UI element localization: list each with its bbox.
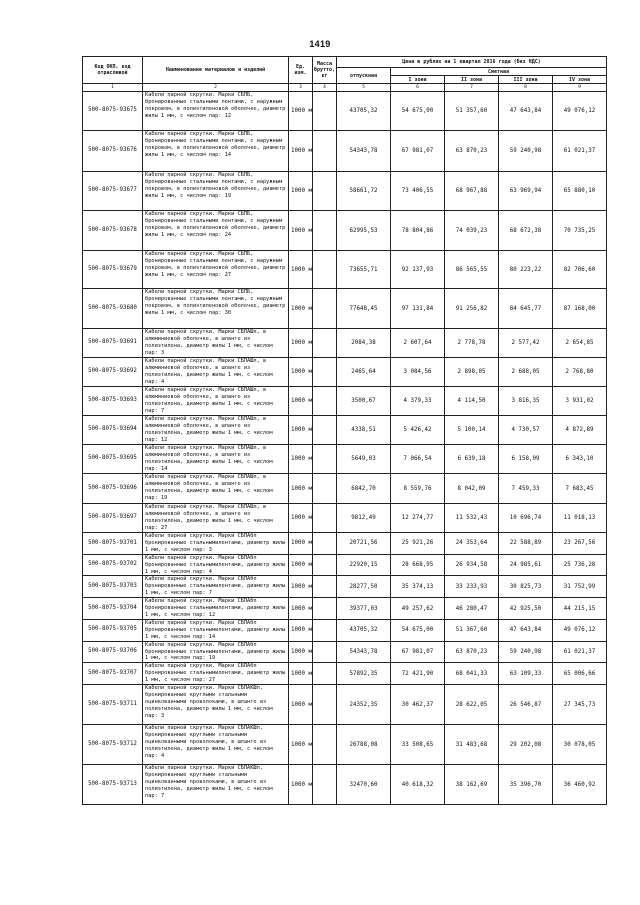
row-mass — [313, 289, 337, 329]
row-unit: 1000 м — [289, 554, 313, 576]
row-code: 500-8075-93712 — [83, 725, 143, 765]
row-release-price: 9812,49 — [337, 504, 391, 533]
row-name: Кабели парной скрутки. Марки СБПАКШп, бронированные круглыми стальными оцинкованными проволоками, в шланге из полиэтилена, диаметр жилы 1 мм, с числом пар: 4 — [143, 725, 289, 765]
row-zone-1-price: 35 374,13 — [391, 576, 445, 598]
row-release-price: 2084,38 — [337, 329, 391, 358]
row-release-price: 6842,70 — [337, 474, 391, 504]
col-number: 1 — [83, 84, 143, 92]
row-zone-3-price: 84 645,77 — [499, 289, 553, 329]
row-zone-4-price: 7 683,45 — [553, 474, 607, 504]
row-mass — [313, 358, 337, 387]
row-zone-4-price: 82 706,60 — [553, 251, 607, 289]
row-unit: 1000 м — [289, 765, 313, 805]
table-row — [83, 445, 607, 474]
row-zone-2-price: 11 532,43 — [445, 504, 499, 533]
row-zone-4-price: 27 345,73 — [553, 685, 607, 725]
row-release-price: 28277,50 — [337, 576, 391, 598]
row-unit: 1000 м — [289, 533, 313, 555]
row-zone-4-price: 2 654,85 — [553, 329, 607, 358]
row-unit: 1000 м — [289, 289, 313, 329]
row-zone-1-price: 8 559,76 — [391, 474, 445, 504]
row-zone-2-price: 51 367,60 — [445, 619, 499, 641]
table-row — [83, 641, 607, 663]
row-code: 500-8075-93701 — [83, 533, 143, 555]
header-prices-title: Цена в рублях на 1 квартал 2016 года (без НДС) — [337, 57, 607, 68]
col-number: 5 — [337, 84, 391, 92]
row-zone-2-price: 33 233,93 — [445, 576, 499, 598]
row-name: Кабели парной скрутки. Марки СБПБ, бронированные стальными лентами, с наружным покровом, в полиэтиленовой оболочке, диаметр жилы 1 мм, с числом пар: 30 — [143, 289, 289, 329]
row-mass — [313, 172, 337, 211]
row-mass — [313, 598, 337, 620]
row-mass — [313, 663, 337, 685]
table-row — [83, 576, 607, 598]
row-code: 500-8075-93713 — [83, 765, 143, 805]
row-zone-1-price: 49 257,62 — [391, 598, 445, 620]
row-zone-3-price: 2 688,05 — [499, 358, 553, 387]
row-zone-4-price: 61 021,37 — [553, 131, 607, 172]
row-unit: 1000 м — [289, 92, 313, 131]
row-name: Кабели парной скрутки. Марки СБПБ, бронированные стальными лентами, с наружным покровом, в полиэтиленовой оболочке, диаметр жилы 1 мм, с числом пар: 19 — [143, 172, 289, 211]
row-zone-3-price: 24 985,61 — [499, 554, 553, 576]
row-code: 500-8075-93678 — [83, 211, 143, 251]
row-zone-1-price: 54 675,00 — [391, 619, 445, 641]
table-row — [83, 329, 607, 358]
col-number: 8 — [499, 84, 553, 92]
table-body — [83, 92, 607, 805]
row-zone-4-price: 87 168,00 — [553, 289, 607, 329]
row-mass — [313, 329, 337, 358]
row-code: 500-8075-93676 — [83, 131, 143, 172]
row-name: Кабели парной скрутки. Марки СБПАШп, в алюминиевой оболочке, в шланге из полиэтилена, диаметр жилы 1 мм, с числом пар: 4 — [143, 358, 289, 387]
row-code: 500-8075-93680 — [83, 289, 143, 329]
header-code: Код ОКП, код отраслевой — [83, 57, 143, 84]
row-name: Кабели парной скрутки. Марки СБПБ, бронированные стальными лентами, с наружным покровом, в полиэтиленовой оболочке, диаметр жилы 1 мм, с числом пар: 14 — [143, 131, 289, 172]
row-release-price: 43705,32 — [337, 619, 391, 641]
row-mass — [313, 387, 337, 416]
table-row — [83, 289, 607, 329]
row-code: 500-8075-93707 — [83, 663, 143, 685]
table-row — [83, 474, 607, 504]
row-unit: 1000 м — [289, 329, 313, 358]
header-zone-3: III зона — [499, 76, 553, 84]
row-release-price: 77648,45 — [337, 289, 391, 329]
row-zone-2-price: 68 967,88 — [445, 172, 499, 211]
row-unit: 1000 м — [289, 598, 313, 620]
row-zone-1-price: 67 981,07 — [391, 641, 445, 663]
col-number: 4 — [313, 84, 337, 92]
page-number: 1419 — [309, 39, 331, 49]
row-name: Кабели парной скрутки. Марки СБПАбп бронированные стальнымилентами, диаметр жилы 1 мм, с числом пар: 3 — [143, 533, 289, 555]
row-mass — [313, 416, 337, 445]
row-code: 500-8075-93702 — [83, 554, 143, 576]
table-row — [83, 765, 607, 805]
row-zone-1-price: 28 668,95 — [391, 554, 445, 576]
row-mass — [313, 554, 337, 576]
row-zone-4-price: 2 768,80 — [553, 358, 607, 387]
row-mass — [313, 765, 337, 805]
row-mass — [313, 92, 337, 131]
row-name: Кабели парной скрутки. Марки СБПАШп, в алюминиевой оболочке, в шланге из полиэтилена, диаметр жилы 1 мм, с числом пар: 14 — [143, 445, 289, 474]
row-unit: 1000 м — [289, 474, 313, 504]
row-unit: 1000 м — [289, 387, 313, 416]
row-zone-2-price: 91 256,82 — [445, 289, 499, 329]
row-zone-3-price: 42 925,50 — [499, 598, 553, 620]
row-name: Кабели парной скрутки. Марки СБПАКШп, бронированные круглыми стальными оцинкованными проволоками, в шланге из полиэтилена, диаметр жилы 1 мм, с числом пар: 3 — [143, 685, 289, 725]
row-code: 500-8075-93693 — [83, 387, 143, 416]
row-release-price: 32470,60 — [337, 765, 391, 805]
row-name: Кабели парной скрутки. Марки СБПБ, бронированные стальными лентами, с наружным покровом, в полиэтиленовой оболочке, диаметр жилы 1 мм, с числом пар: 24 — [143, 211, 289, 251]
col-number: 6 — [391, 84, 445, 92]
row-name: Кабели парной скрутки. Марки СБПАбп бронированные стальнымилентами, диаметр жилы 1 мм, с числом пар: 27 — [143, 663, 289, 685]
row-zone-4-price: 61 021,37 — [553, 641, 607, 663]
row-unit: 1000 м — [289, 685, 313, 725]
row-unit: 1000 м — [289, 251, 313, 289]
row-name: Кабели парной скрутки. Марки СБПАКШп, бронированные круглыми стальными оцинкованными проволоками, в шланге из полиэтилена, диаметр жилы 1 мм, с числом пар: 7 — [143, 765, 289, 805]
row-release-price: 3500,67 — [337, 387, 391, 416]
row-zone-2-price: 4 114,50 — [445, 387, 499, 416]
row-zone-4-price: 49 076,12 — [553, 619, 607, 641]
row-zone-2-price: 31 483,68 — [445, 725, 499, 765]
col-number: 2 — [143, 84, 289, 92]
row-mass — [313, 725, 337, 765]
row-zone-4-price: 3 931,02 — [553, 387, 607, 416]
row-release-price: 4338,51 — [337, 416, 391, 445]
row-zone-1-price: 3 084,56 — [391, 358, 445, 387]
row-zone-3-price: 59 240,98 — [499, 131, 553, 172]
row-zone-1-price: 33 508,65 — [391, 725, 445, 765]
row-zone-4-price: 49 076,12 — [553, 92, 607, 131]
table-row — [83, 92, 607, 131]
row-name: Кабели парной скрутки. Марки СБПБ, бронированные стальными лентами, с наружным покровом, в полиэтиленовой оболочке, диаметр жилы 1 мм, с числом пар: 12 — [143, 92, 289, 131]
row-release-price: 73655,71 — [337, 251, 391, 289]
row-unit: 1000 м — [289, 504, 313, 533]
row-unit: 1000 м — [289, 663, 313, 685]
row-zone-2-price: 2 898,05 — [445, 358, 499, 387]
row-code: 500-8075-93705 — [83, 619, 143, 641]
row-mass — [313, 533, 337, 555]
row-zone-3-price: 47 643,84 — [499, 92, 553, 131]
row-release-price: 20721,56 — [337, 533, 391, 555]
row-code: 500-8075-93692 — [83, 358, 143, 387]
row-name: Кабели парной скрутки. Марки СБПАбп бронированные стальнымилентами, диаметр жилы 1 мм, с числом пар: 4 — [143, 554, 289, 576]
row-code: 500-8075-93706 — [83, 641, 143, 663]
row-zone-1-price: 5 426,42 — [391, 416, 445, 445]
row-zone-4-price: 6 343,10 — [553, 445, 607, 474]
row-mass — [313, 641, 337, 663]
row-zone-3-price: 2 577,42 — [499, 329, 553, 358]
table-row — [83, 358, 607, 387]
row-zone-2-price: 2 778,78 — [445, 329, 499, 358]
row-mass — [313, 211, 337, 251]
row-unit: 1000 м — [289, 211, 313, 251]
row-zone-1-price: 73 406,55 — [391, 172, 445, 211]
table-row — [83, 663, 607, 685]
row-name: Кабели парной скрутки. Марки СБПАШп, в алюминиевой оболочке, в шланге из полиэтилена, диаметр жилы 1 мм, с числом пар: 7 — [143, 387, 289, 416]
row-zone-4-price: 11 018,13 — [553, 504, 607, 533]
row-release-price: 5649,03 — [337, 445, 391, 474]
row-unit: 1000 м — [289, 576, 313, 598]
row-zone-2-price: 63 870,23 — [445, 131, 499, 172]
row-zone-3-price: 3 816,35 — [499, 387, 553, 416]
row-code: 500-8075-93697 — [83, 504, 143, 533]
row-mass — [313, 576, 337, 598]
row-zone-3-price: 35 396,70 — [499, 765, 553, 805]
row-zone-3-price: 80 223,22 — [499, 251, 553, 289]
table-row — [83, 619, 607, 641]
table-row — [83, 251, 607, 289]
header-mass: Масса брутто, кг — [313, 57, 337, 84]
row-release-price: 22920,15 — [337, 554, 391, 576]
row-zone-3-price: 63 109,33 — [499, 663, 553, 685]
row-name: Кабели парной скрутки. Марки СБПАШп, в алюминиевой оболочке, в шланге из полиэтилена, диаметр жилы 1 мм, с числом пар: 12 — [143, 416, 289, 445]
row-zone-3-price: 26 546,87 — [499, 685, 553, 725]
row-zone-1-price: 67 981,07 — [391, 131, 445, 172]
row-zone-4-price: 31 752,99 — [553, 576, 607, 598]
row-zone-4-price: 44 215,15 — [553, 598, 607, 620]
row-release-price: 39377,03 — [337, 598, 391, 620]
table-row — [83, 685, 607, 725]
col-number: 9 — [553, 84, 607, 92]
row-zone-1-price: 72 421,90 — [391, 663, 445, 685]
row-zone-1-price: 78 804,86 — [391, 211, 445, 251]
row-mass — [313, 474, 337, 504]
row-name: Кабели парной скрутки. Марки СБПАбп бронированные стальнымилентами, диаметр жилы 1 мм, с числом пар: 7 — [143, 576, 289, 598]
row-zone-1-price: 7 066,54 — [391, 445, 445, 474]
row-release-price: 58661,72 — [337, 172, 391, 211]
row-zone-4-price: 25 736,28 — [553, 554, 607, 576]
row-zone-4-price: 65 006,66 — [553, 663, 607, 685]
row-name: Кабели парной скрутки. Марки СБПАбп бронированные стальнымилентами, диаметр жилы 1 мм, с числом пар: 12 — [143, 598, 289, 620]
row-release-price: 54343,78 — [337, 641, 391, 663]
table-row — [83, 533, 607, 555]
row-code: 500-8075-93704 — [83, 598, 143, 620]
row-zone-2-price: 38 162,69 — [445, 765, 499, 805]
row-zone-4-price: 65 880,10 — [553, 172, 607, 211]
row-release-price: 54343,78 — [337, 131, 391, 172]
column-numbers-row — [83, 84, 607, 92]
row-zone-2-price: 6 639,18 — [445, 445, 499, 474]
table-row — [83, 172, 607, 211]
table-row — [83, 416, 607, 445]
row-zone-3-price: 4 730,57 — [499, 416, 553, 445]
row-zone-4-price: 36 460,92 — [553, 765, 607, 805]
row-mass — [313, 504, 337, 533]
row-code: 500-8075-93677 — [83, 172, 143, 211]
row-zone-2-price: 68 041,33 — [445, 663, 499, 685]
row-zone-4-price: 70 735,25 — [553, 211, 607, 251]
row-mass — [313, 445, 337, 474]
header-zone-2: II зона — [445, 76, 499, 84]
row-code: 500-8075-93711 — [83, 685, 143, 725]
table-row — [83, 598, 607, 620]
row-unit: 1000 м — [289, 725, 313, 765]
row-release-price: 57892,35 — [337, 663, 391, 685]
row-zone-3-price: 47 643,84 — [499, 619, 553, 641]
row-name: Кабели парной скрутки. Марки СБПАбп бронированные стальнымилентами, диаметр жилы 1 мм, с числом пар: 19 — [143, 641, 289, 663]
col-number: 7 — [445, 84, 499, 92]
row-unit: 1000 м — [289, 358, 313, 387]
row-mass — [313, 131, 337, 172]
header-zone-4: IV зона — [553, 76, 607, 84]
header-name: Наименование материалов и изделий — [143, 57, 289, 84]
row-unit: 1000 м — [289, 641, 313, 663]
row-zone-2-price: 8 042,09 — [445, 474, 499, 504]
row-zone-2-price: 28 622,05 — [445, 685, 499, 725]
row-code: 500-8075-93691 — [83, 329, 143, 358]
row-zone-3-price: 7 459,33 — [499, 474, 553, 504]
row-release-price: 24352,35 — [337, 685, 391, 725]
row-name: Кабели парной скрутки. Марки СБПАШп, в алюминиевой оболочке, в шланге из полиэтилена, диаметр жилы 1 мм, с числом пар: 19 — [143, 474, 289, 504]
row-code: 500-8075-93679 — [83, 251, 143, 289]
row-zone-2-price: 5 100,14 — [445, 416, 499, 445]
header-unit: Ед. изм. — [289, 57, 313, 84]
header-zone-1: I зона — [391, 76, 445, 84]
row-zone-3-price: 6 158,09 — [499, 445, 553, 474]
row-code: 500-8075-93694 — [83, 416, 143, 445]
row-zone-3-price: 63 969,94 — [499, 172, 553, 211]
row-code: 500-8075-93675 — [83, 92, 143, 131]
row-zone-4-price: 30 078,05 — [553, 725, 607, 765]
row-code: 500-8075-93703 — [83, 576, 143, 598]
table-row — [83, 387, 607, 416]
row-mass — [313, 685, 337, 725]
row-zone-1-price: 25 921,26 — [391, 533, 445, 555]
table-row — [83, 504, 607, 533]
row-zone-1-price: 40 618,32 — [391, 765, 445, 805]
row-unit: 1000 м — [289, 131, 313, 172]
row-mass — [313, 251, 337, 289]
row-release-price: 26788,08 — [337, 725, 391, 765]
row-zone-2-price: 86 565,55 — [445, 251, 499, 289]
col-number: 3 — [289, 84, 313, 92]
row-zone-1-price: 2 607,64 — [391, 329, 445, 358]
row-name: Кабели парной скрутки. Марки СБПБ, бронированные стальными лентами, с наружным покровом, в полиэтиленовой оболочке, диаметр жилы 1 мм, с числом пар: 27 — [143, 251, 289, 289]
row-name: Кабели парной скрутки. Марки СБПАШп, в алюминиевой оболочке, в шланге из полиэтилена, диаметр жилы 1 мм, с числом пар: 3 — [143, 329, 289, 358]
price-table — [82, 56, 607, 805]
row-zone-3-price: 10 696,74 — [499, 504, 553, 533]
row-zone-3-price: 29 202,08 — [499, 725, 553, 765]
row-release-price: 2465,64 — [337, 358, 391, 387]
header-release: отпускная — [337, 68, 391, 84]
row-zone-3-price: 68 672,38 — [499, 211, 553, 251]
row-name: Кабели парной скрутки. Марки СБПАбп бронированные стальнымилентами, диаметр жилы 1 мм, с числом пар: 14 — [143, 619, 289, 641]
row-unit: 1000 м — [289, 619, 313, 641]
row-zone-3-price: 22 588,89 — [499, 533, 553, 555]
row-zone-3-price: 30 825,73 — [499, 576, 553, 598]
row-zone-2-price: 46 280,47 — [445, 598, 499, 620]
table-row — [83, 725, 607, 765]
row-zone-2-price: 74 039,23 — [445, 211, 499, 251]
header-smetnaya: Сметная — [391, 68, 607, 76]
row-zone-3-price: 59 240,98 — [499, 641, 553, 663]
row-unit: 1000 м — [289, 416, 313, 445]
row-name: Кабели парной скрутки. Марки СБПАШп, в алюминиевой оболочке, в шланге из полиэтилена, диаметр жилы 1 мм, с числом пар: 27 — [143, 504, 289, 533]
row-zone-1-price: 12 274,77 — [391, 504, 445, 533]
row-zone-2-price: 26 934,58 — [445, 554, 499, 576]
row-release-price: 43705,32 — [337, 92, 391, 131]
row-zone-1-price: 97 131,84 — [391, 289, 445, 329]
row-code: 500-8075-93695 — [83, 445, 143, 474]
table-row — [83, 211, 607, 251]
row-zone-1-price: 54 675,00 — [391, 92, 445, 131]
table-row — [83, 554, 607, 576]
row-mass — [313, 619, 337, 641]
row-zone-4-price: 23 267,56 — [553, 533, 607, 555]
row-code: 500-8075-93696 — [83, 474, 143, 504]
row-zone-1-price: 30 462,37 — [391, 685, 445, 725]
row-unit: 1000 м — [289, 445, 313, 474]
row-zone-1-price: 4 379,33 — [391, 387, 445, 416]
row-zone-1-price: 92 137,93 — [391, 251, 445, 289]
row-zone-2-price: 51 357,60 — [445, 92, 499, 131]
row-unit: 1000 м — [289, 172, 313, 211]
row-zone-2-price: 24 353,64 — [445, 533, 499, 555]
row-zone-4-price: 4 872,89 — [553, 416, 607, 445]
row-zone-2-price: 63 870,23 — [445, 641, 499, 663]
row-release-price: 62995,53 — [337, 211, 391, 251]
table-row — [83, 131, 607, 172]
